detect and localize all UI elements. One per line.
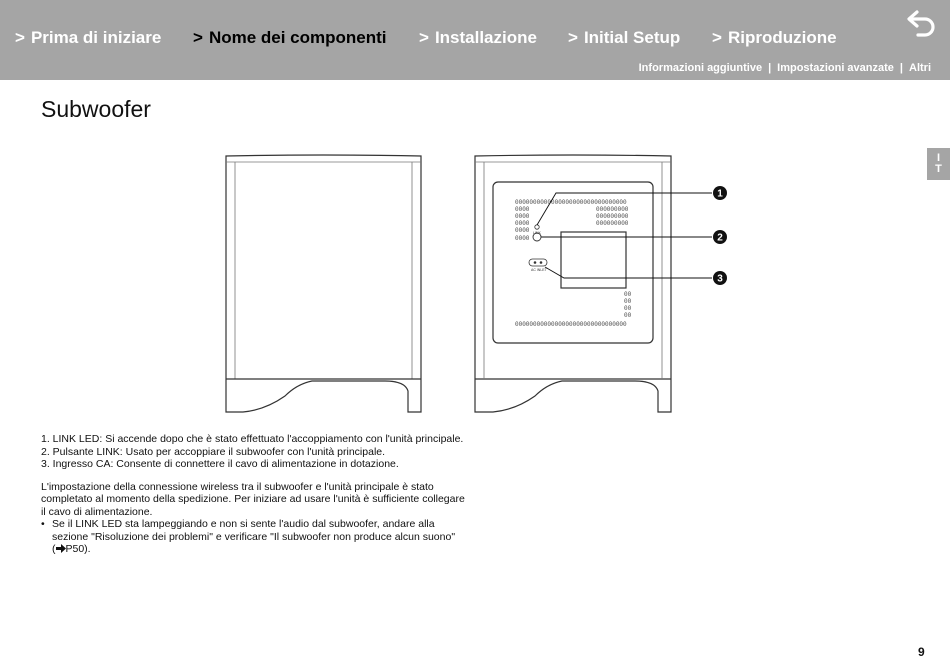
svg-text:000000000000000000000000000000: 0000000000000000000000000000000 <box>515 321 627 328</box>
nav-arrow: > <box>568 28 578 47</box>
link-label: LINK <box>533 231 541 235</box>
callout-3 <box>713 271 727 285</box>
nav-prima-di-iniziare[interactable] <box>15 28 161 48</box>
subnav-impostazioni-avanzate[interactable]: Impostazioni avanzate <box>777 62 894 74</box>
description-item-2: 2. Pulsante LINK: Usato per accoppiare il subwoofer con l'unità principale. <box>41 445 386 458</box>
svg-text:00: 00 <box>624 305 632 312</box>
bullet-dot: • <box>41 518 45 530</box>
svg-text:000000000: 000000000 <box>596 220 629 227</box>
top-navigation-bar <box>0 0 950 80</box>
page-title: Subwoofer <box>41 96 151 122</box>
paragraph-line: completato al momento della spedizione. Per iniziare ad usare l'unità è sufficiente collegare <box>41 493 465 505</box>
secondary-navigation <box>639 62 931 74</box>
note-bullet <box>41 518 471 556</box>
description-item-3: 3. Ingresso CA: Consente di connettere il cavo di alimentazione in dotazione. <box>41 458 399 470</box>
vent-holes <box>515 199 632 328</box>
nav-arrow: > <box>193 28 203 47</box>
nav-arrow: > <box>712 28 722 47</box>
language-tab[interactable] <box>927 148 950 180</box>
page-number: 9 <box>918 645 925 659</box>
nav-nome-dei-componenti[interactable] <box>193 28 387 48</box>
subwoofer-illustration <box>215 148 735 418</box>
nav-riproduzione[interactable] <box>712 28 837 48</box>
lang-tab-line1: I <box>936 152 941 164</box>
subnav-separator: | <box>899 62 903 74</box>
callout-1 <box>713 186 727 200</box>
callout-number: 2 <box>717 232 723 244</box>
nav-arrow: > <box>419 28 429 47</box>
lang-tab-line2: T <box>935 163 942 175</box>
svg-text:0000: 0000 <box>515 220 530 227</box>
nav-label: Prima di iniziare <box>30 28 162 47</box>
subwoofer-front-view <box>226 155 421 412</box>
nav-label: Nome dei componenti <box>208 28 387 47</box>
nav-arrow: > <box>15 28 25 47</box>
description-item-1: 1. LINK LED: Si accende dopo che è stato effettuato l'accoppiamento con l'unità principale. <box>41 433 464 445</box>
bullet-line: Se il LINK LED sta lampeggiando e non si sente l'audio dal subwoofer, andare alla <box>52 518 435 530</box>
nav-label: Installazione <box>434 28 537 47</box>
link-led-icon <box>535 225 539 229</box>
setup-paragraph <box>41 481 471 519</box>
bullet-line-ref <box>52 543 455 556</box>
svg-text:00: 00 <box>624 291 632 298</box>
nav-installazione[interactable] <box>419 28 537 48</box>
subnav-altri[interactable]: Altri <box>909 62 931 74</box>
svg-text:000000000000000000000000000000: 0000000000000000000000000000000 <box>515 199 627 206</box>
svg-text:000000000: 000000000 <box>596 213 629 220</box>
back-panel-controls <box>529 225 548 272</box>
bullet-line: sezione "Risoluzione dei problemi" e verificare "Il subwoofer non produce alcun suono" <box>52 530 456 543</box>
subwoofer-back-view <box>475 155 671 412</box>
nav-label: Initial Setup <box>583 28 681 47</box>
ac-inlet-icon <box>529 259 547 266</box>
callout-2 <box>713 230 727 244</box>
svg-text:00: 00 <box>624 312 632 319</box>
callout-number: 1 <box>717 188 723 200</box>
page-reference-link[interactable]: P50). <box>65 543 91 555</box>
svg-text:0000: 0000 <box>515 213 530 220</box>
svg-text:000000000: 000000000 <box>596 206 629 213</box>
ac-inlet-label: AC INLET <box>531 268 547 272</box>
svg-text:0000: 0000 <box>515 235 530 242</box>
ref-open: ( <box>52 543 56 555</box>
svg-text:00: 00 <box>624 298 632 305</box>
svg-text:0000: 0000 <box>515 227 530 234</box>
paragraph-line: il cavo di alimentazione. <box>41 505 153 518</box>
paragraph-line: L'impostazione della connessione wireless tra il subwoofer e l'unità principale è stato <box>41 480 434 493</box>
right-arrow-icon <box>56 544 66 553</box>
callout-number: 3 <box>717 273 723 285</box>
back-arrow-icon[interactable] <box>905 8 939 38</box>
svg-text:0000: 0000 <box>515 206 530 213</box>
nav-label: Riproduzione <box>727 28 837 47</box>
subnav-separator: | <box>768 62 772 74</box>
description <box>41 433 471 556</box>
nav-initial-setup[interactable] <box>568 28 680 48</box>
subnav-informazioni-aggiuntive[interactable]: Informazioni aggiuntive <box>638 62 763 74</box>
